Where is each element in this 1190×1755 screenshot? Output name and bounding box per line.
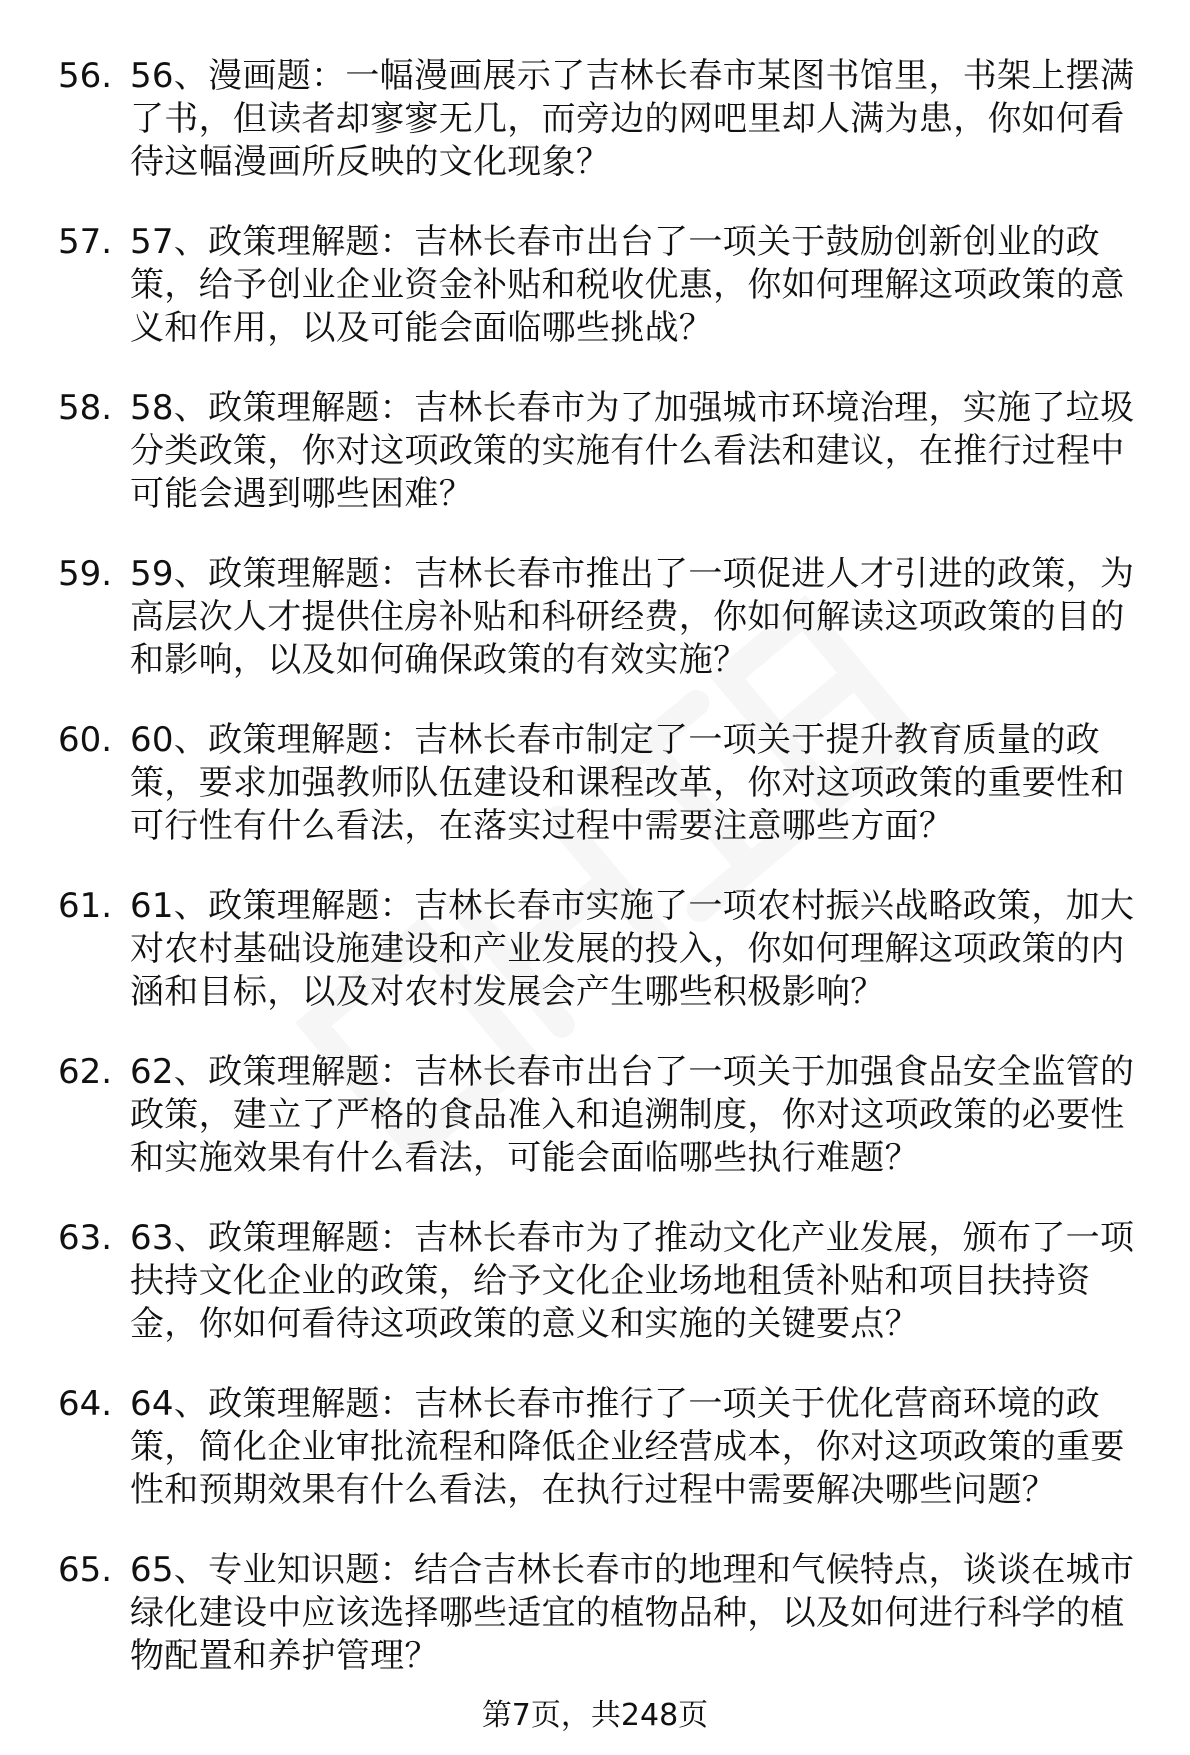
question-number: 56. [58,56,113,96]
question-text: 63、政策理解题：吉林长春市为了推动文化产业发展，颁布了一项扶持文化企业的政策，给予文化企业场地租赁补贴和项目扶持资金，你如何看待这项政策的意义和实施的关键要点？ [130,1218,1135,1344]
question-number: 57. [58,222,113,262]
question-number: 59. [58,554,113,594]
question-number: 62. [58,1052,113,1092]
question-item [58,1549,1153,1715]
question-item [58,719,1153,885]
page-number-footer: 第7页，共248页 [481,1698,709,1733]
question-number: 64. [58,1384,113,1424]
question-item [58,885,1153,1051]
question-item [58,1217,1153,1383]
question-text: 58、政策理解题：吉林长春市为了加强城市环境治理，实施了垃圾分类政策，你对这项政策的实施有什么看法和建议，在推行过程中可能会遇到哪些困难？ [130,388,1135,514]
question-item [58,387,1153,553]
question-item [58,1383,1153,1549]
question-text: 65、专业知识题：结合吉林长春市的地理和气候特点，谈谈在城市绿化建设中应该选择哪些适宜的植物品种，以及如何进行科学的植物配置和养护管理？ [130,1550,1135,1676]
question-text: 60、政策理解题：吉林长春市制定了一项关于提升教育质量的政策，要求加强教师队伍建设和课程改革，你对这项政策的重要性和可行性有什么看法，在落实过程中需要注意哪些方面？ [130,720,1125,846]
question-number: 63. [58,1218,113,1258]
question-item [58,55,1153,221]
question-text: 59、政策理解题：吉林长春市推出了一项促进人才引进的政策，为高层次人才提供住房补贴和科研经费，你如何解读这项政策的目的和影响，以及如何确保政策的有效实施？ [130,554,1135,680]
question-text: 61、政策理解题：吉林长春市实施了一项农村振兴战略政策，加大对农村基础设施建设和产业发展的投入，你如何理解这项政策的内涵和目标，以及对农村发展会产生哪些积极影响？ [130,886,1135,1012]
question-text: 57、政策理解题：吉林长春市出台了一项关于鼓励创新创业的政策，给予创业企业资金补贴和税收优惠，你如何理解这项政策的意义和作用，以及可能会面临哪些挑战？ [130,222,1125,348]
question-number: 58. [58,388,113,428]
question-item [58,553,1153,719]
question-item [58,221,1153,387]
question-number: 60. [58,720,113,760]
question-text: 56、漫画题：一幅漫画展示了吉林长春市某图书馆里，书架上摆满了书，但读者却寥寥无几，而旁边的网吧里却人满为患，你如何看待这幅漫画所反映的文化现象？ [130,56,1135,182]
question-item [58,1051,1153,1217]
question-list [58,55,1153,1715]
question-text: 62、政策理解题：吉林长春市出台了一项关于加强食品安全监管的政策，建立了严格的食品准入和追溯制度，你对这项政策的必要性和实施效果有什么看法，可能会面临哪些执行难题？ [130,1052,1135,1178]
question-number: 65. [58,1550,113,1590]
question-text: 64、政策理解题：吉林长春市推行了一项关于优化营商环境的政策，简化企业审批流程和降低企业经营成本，你对这项政策的重要性和预期效果有什么看法，在执行过程中需要解决哪些问题？ [130,1384,1125,1510]
question-number: 61. [58,886,113,926]
